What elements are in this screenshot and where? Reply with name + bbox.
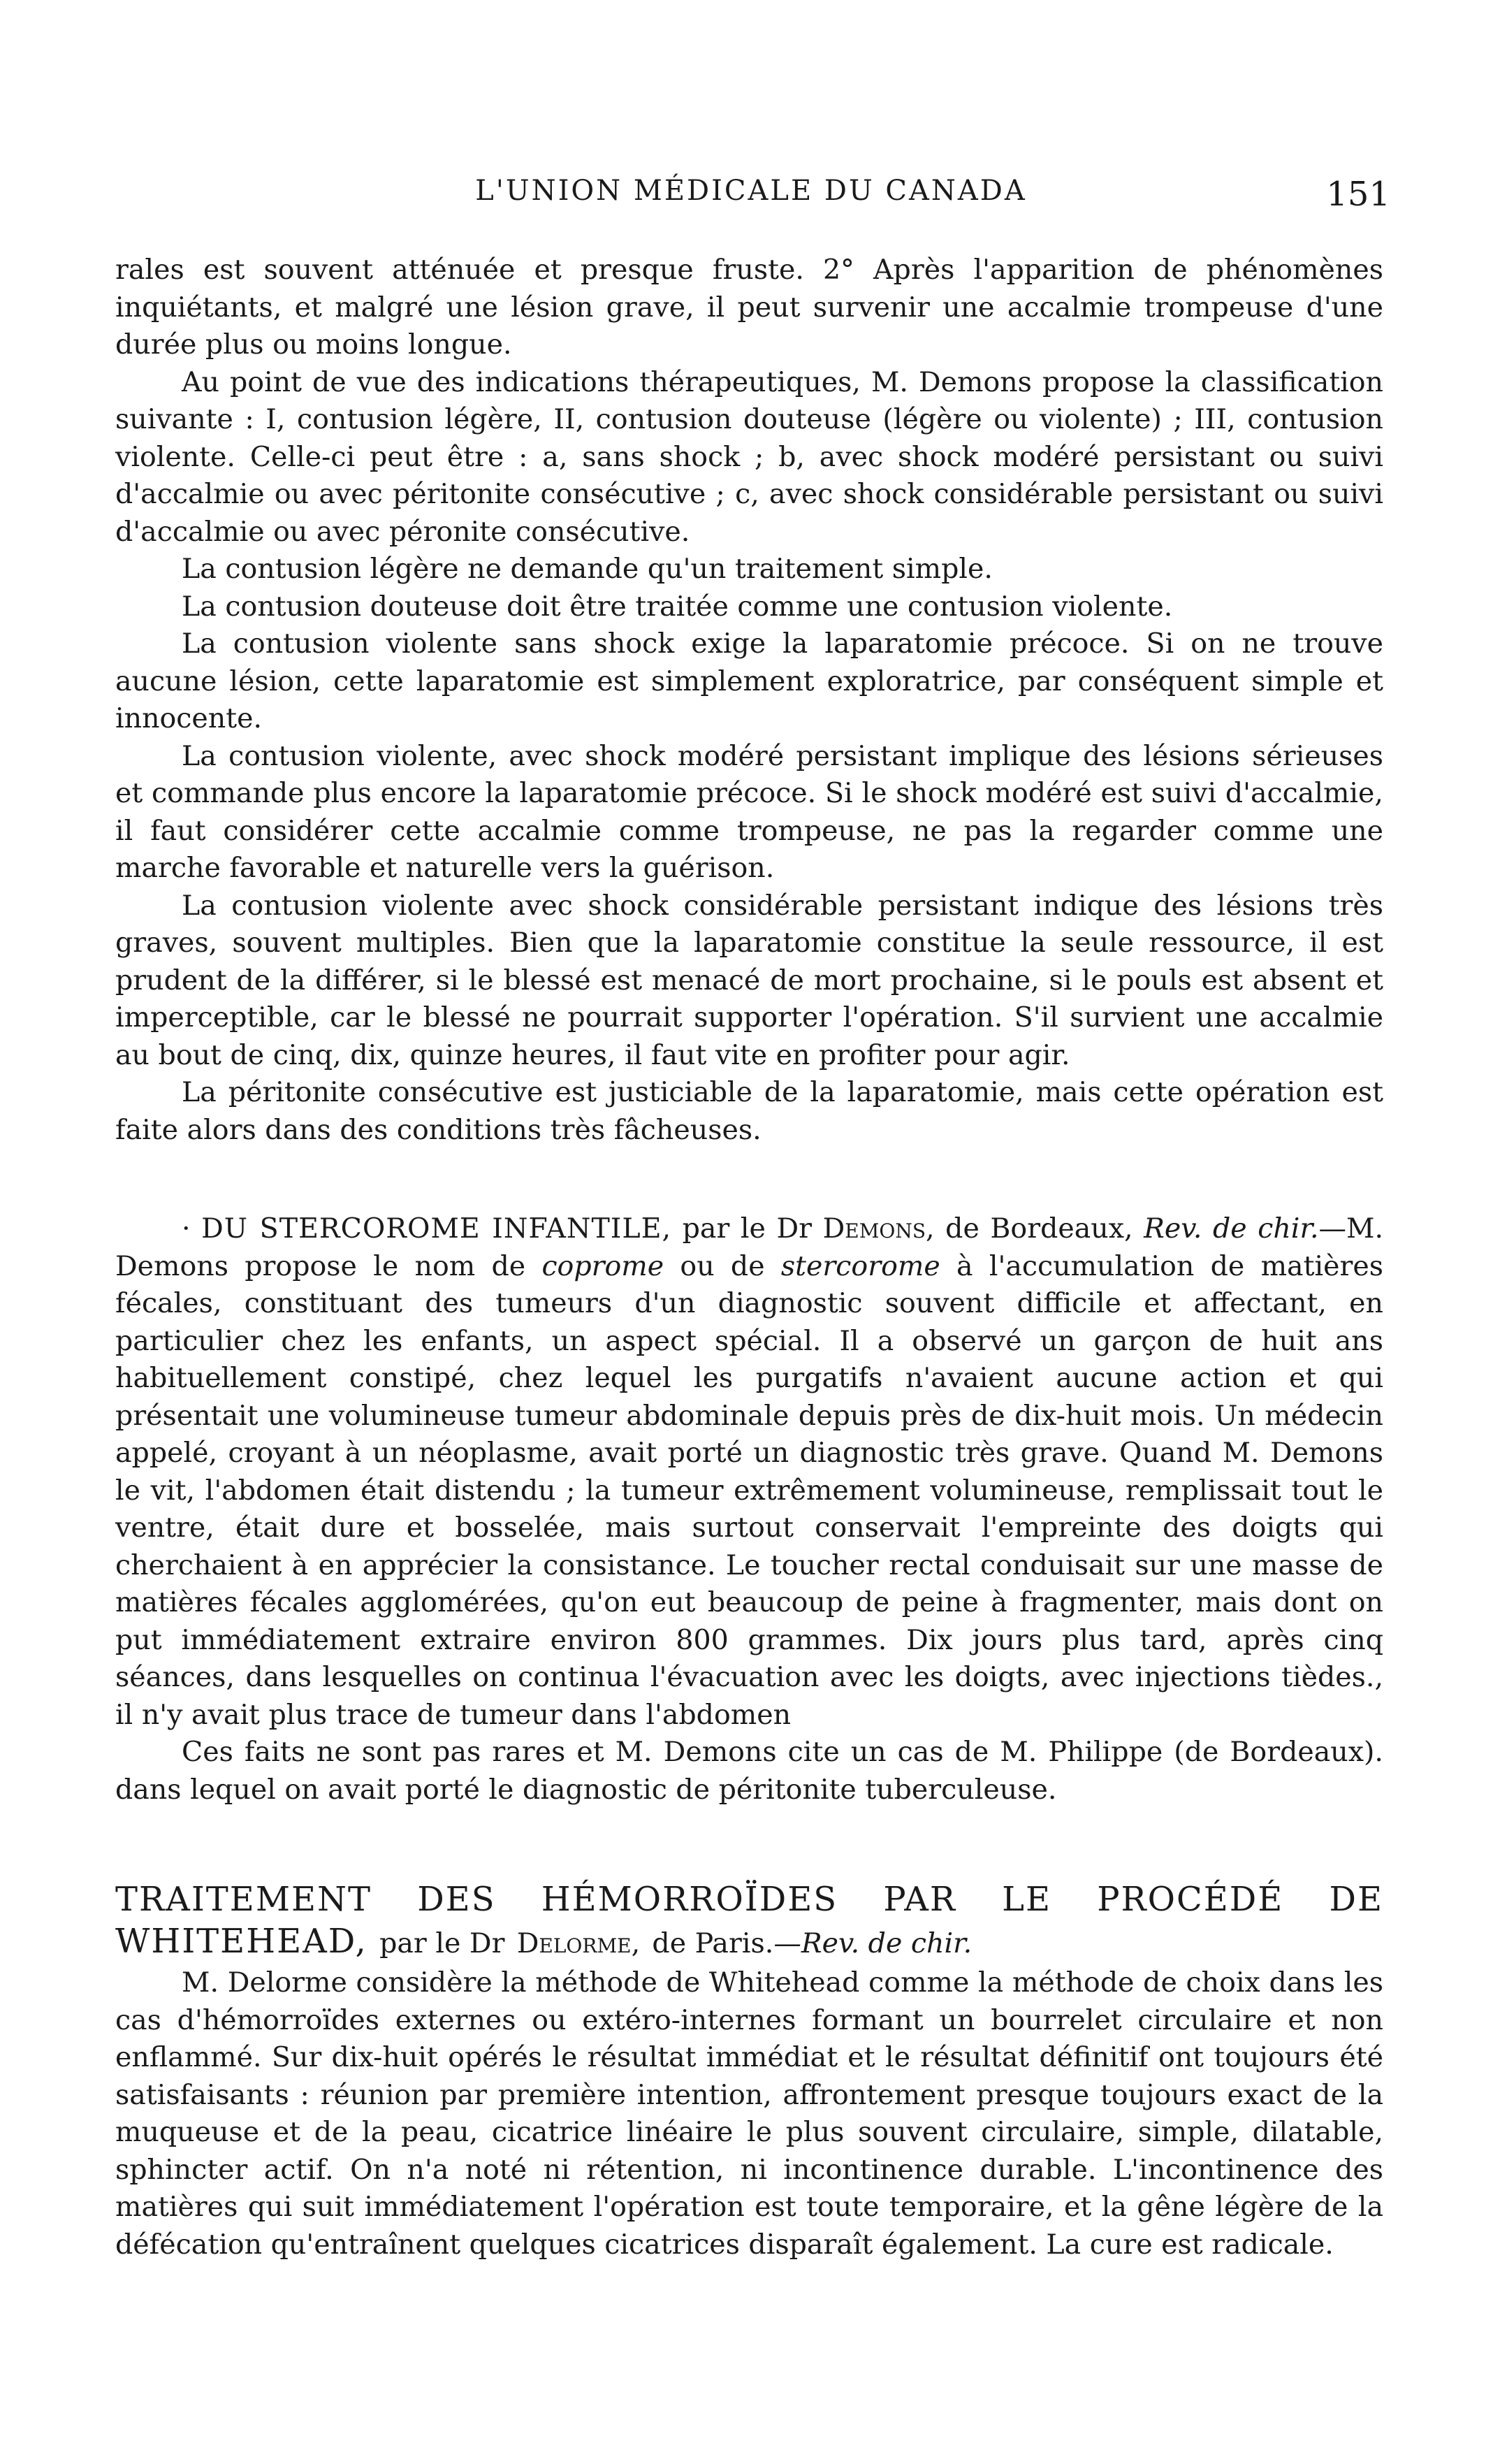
article3-source: —Rev. de chir.: [773, 1927, 973, 1959]
page-number: 151: [1326, 175, 1390, 214]
running-title: L'UNION MÉDICALE DU CANADA: [475, 175, 1027, 207]
article2-paragraph-2: Ces faits ne sont pas rares et M. Demons cite un cas de M. Philippe (de Bordeaux). dans lequel on avait porté le diagnostic de péritonite tuberculeuse.: [115, 1736, 1383, 1806]
article2-term-coprome: coprome: [541, 1249, 664, 1282]
article3-place: de Paris.: [652, 1927, 774, 1959]
article1-paragraph-3: La contusion légère ne demande qu'un traitement simple.: [182, 553, 993, 585]
article2-author: Demons,: [822, 1212, 935, 1245]
article2-text-c: à l'accumulation de matières fécales, constituant des tumeurs d'un diagnostic souvent difficile et affectant, en particulier chez les enfants, un aspect spécial. Il a observé un garçon de huit ans habituellement constipé, chez lequel les purgatifs n'avaient aucune action et qui présentait une volumineuse tumeur abdominale depuis près de dix-huit mois. Un médecin appelé, croyant à un néoplasme, avait porté un diagnostic très grave. Quand M. Demons le vit, l'abdomen était distendu ; la tumeur extrêmement volumineuse, remplissait tout le ventre, était dure et bosselée, mais surtout conservait l'empreinte des doigts qui cherchaient à en apprécier la consistance. Le toucher rectal conduisait sur une masse de matières fécales agglomérées, qu'on eut beaucoup de peine à fragmenter, mais dont on put immédiatement extraire environ 800 grammes. Dix jours plus tard, après cinq séances, dans lesquelles on continua l'évacuation avec les doigts, avec injections tièdes., il n'y avait plus trace de tumeur dans l'abdomen: [115, 1249, 1384, 1731]
article2-bullet: ·: [182, 1212, 191, 1245]
article3-paragraph-1: M. Delorme considère la méthode de Whitehead comme la méthode de choix dans les cas d'hémorroïdes externes ou extéro-internes formant un bourrelet circulaire et non enflammé. Sur dix-huit opérés le résultat immédiat et le résultat définitif ont toujours été satisfaisants : réunion par première intention, affrontement presque toujours exact de la muqueuse et de la peau, cicatrice linéaire le plus souvent circulaire, simple, dilatable, sphincter actif. On n'a noté ni rétention, ni incontinence durable. L'incontinence des matières qui suit immédiatement l'opération est toute temporaire, et la gêne légère de la défécation qu'entraînent quelques cicatrices disparaît également. La cure est radicale.: [115, 1966, 1383, 2261]
article2-paragraph-1: [115, 1210, 1383, 1734]
article2-term-stercorome: stercorome: [780, 1249, 940, 1282]
article3-author: Delorme,: [516, 1927, 641, 1959]
article2-title: DU STERCOROME INFANTILE,: [201, 1212, 672, 1245]
article1-paragraph-2: Au point de vue des indications thérapeutiques, M. Demons propose la classification suivante : I, contusion légère, II, contusion douteuse (légère ou violente) ; III, contusion violente. Celle-ci peut être : a, sans shock ; b, avec shock modéré persistant ou suivi d'accalmie ou avec péritonite consécutive ; c, avec shock considérable persistant ou suivi d'accalmie ou avec péronite consécutive.: [115, 365, 1383, 548]
body-text: [115, 252, 1383, 2263]
running-head: [112, 175, 1390, 224]
article1-paragraph-8: La péritonite consécutive est justiciable de la laparatomie, mais cette opération est faite alors dans des conditions très fâcheuses.: [115, 1076, 1383, 1146]
article1-paragraph-1: rales est souvent atténuée et presque fruste. 2° Après l'apparition de phénomènes inquiétants, et malgré une lésion grave, il peut survenir une accalmie trompeuse d'une durée plus ou moins longue.: [115, 254, 1383, 361]
article3-title: TRAITEMENT DES HÉMORROÏDES PAR LE PROCÉDÉ DE WHITEHEAD,: [115, 1880, 1383, 1961]
article1-paragraph-4: La contusion douteuse doit être traitée comme une contusion violente.: [182, 590, 1173, 623]
article2-text-b: ou de: [680, 1249, 765, 1282]
article1-paragraph-7: La contusion violente avec shock considérable persistant indique des lésions très graves, souvent multiples. Bien que la laparatomie constitue la seule ressource, il est prudent de la différer, si le blessé est menacé de mort prochaine, si le pouls est absent et imperceptible, car le blessé ne pourrait supporter l'opération. S'il survient une accalmie au bout de cinq, dix, quinze heures, il faut vite en profiter pour agir.: [115, 889, 1383, 1071]
article2-text-a: —M. Demons propose le nom de: [115, 1212, 1384, 1282]
article1-paragraph-6: La contusion violente, avec shock modéré persistant implique des lésions sérieuses et commande plus encore la laparatomie précoce. Si le shock modéré est suivi d'accalmie, il faut considérer cette accalmie comme trompeuse, ne pas la regarder comme une marche favorable et naturelle vers la guérison.: [115, 739, 1383, 884]
article2-source: Rev. de chir.: [1144, 1212, 1319, 1245]
article2-place: de Bordeaux,: [945, 1212, 1133, 1245]
article2-by: par le Dr: [682, 1212, 813, 1245]
article3-by: par le Dr: [379, 1927, 505, 1959]
article1-paragraph-5: La contusion violente sans shock exige la laparatomie précoce. Si on ne trouve aucune lésion, cette laparatomie est simplement exploratrice, par conséquent simple et innocente.: [115, 628, 1383, 734]
article3-heading: [115, 1878, 1383, 1964]
